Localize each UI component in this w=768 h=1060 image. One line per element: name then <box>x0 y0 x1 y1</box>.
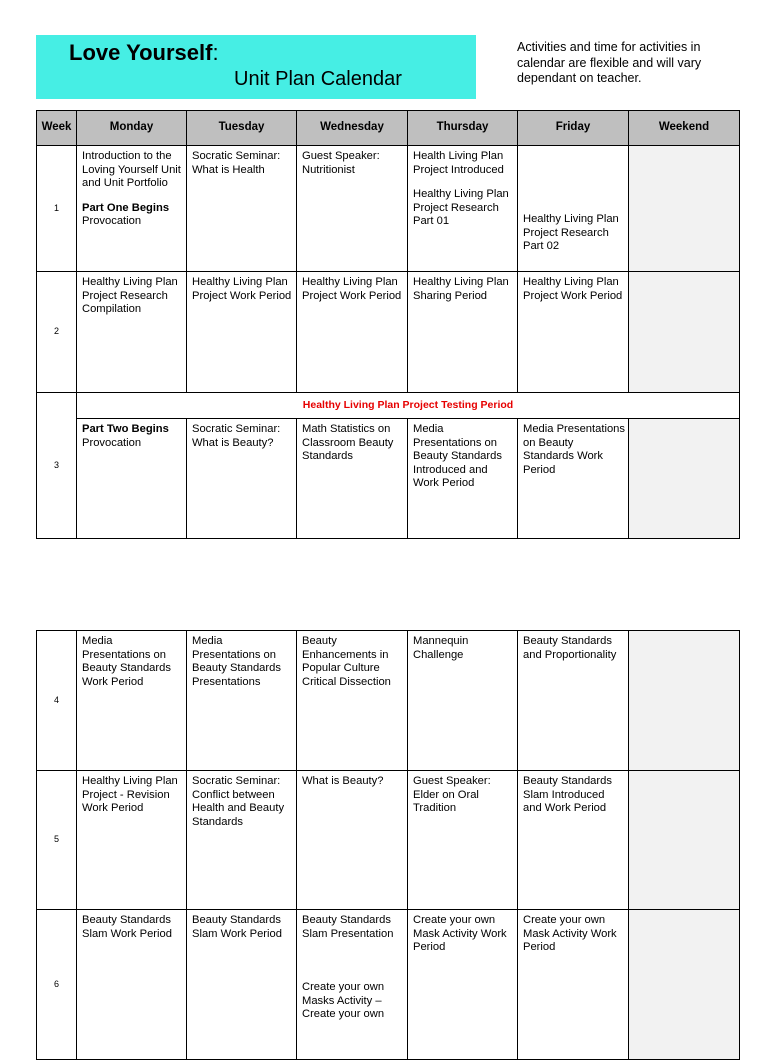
title-box <box>36 35 476 99</box>
day-cell-monday: Media Presentations on Beauty Standards Work Period <box>77 631 187 771</box>
day-cell-tuesday: Beauty Standards Slam Work Period <box>187 910 297 1060</box>
day-cell-weekend <box>629 910 740 1060</box>
header-row <box>37 111 740 146</box>
col-thursday: Thursday <box>408 111 518 146</box>
day-cell-tuesday: Socratic Seminar: What is Beauty? <box>187 419 297 539</box>
day-cell-friday: Healthy Living Plan Project Research Part 02 <box>518 146 629 272</box>
calendar-note: Activities and time for activities in calendar are flexible and will vary dependant on teacher. <box>517 40 702 85</box>
day-cell-monday: Healthy Living Plan Project Research Compilation <box>77 272 187 393</box>
day-cell-thursday: Mannequin Challenge <box>408 631 518 771</box>
calendar-table-page2 <box>36 630 740 1060</box>
week-number: 5 <box>37 771 77 910</box>
day-cell-wednesday: Beauty Enhancements in Popular Culture Critical Dissection <box>297 631 408 771</box>
day-cell-weekend <box>629 146 740 272</box>
week-row-6 <box>37 910 740 1060</box>
day-cell-tuesday: Media Presentations on Beauty Standards Presentations <box>187 631 297 771</box>
day-cell-thursday: Guest Speaker: Elder on Oral Tradition <box>408 771 518 910</box>
day-cell-weekend <box>629 419 740 539</box>
col-tuesday: Tuesday <box>187 111 297 146</box>
day-cell-wednesday: Guest Speaker: Nutritionist <box>297 146 408 272</box>
calendar-table-page1 <box>36 110 740 539</box>
day-cell-wednesday: What is Beauty? <box>297 771 408 910</box>
day-cell-wednesday: Healthy Living Plan Project Work Period <box>297 272 408 393</box>
day-cell-monday: Beauty Standards Slam Work Period <box>77 910 187 1060</box>
week-number: 2 <box>37 272 77 393</box>
week-row-4 <box>37 631 740 771</box>
week-row-1 <box>37 146 740 272</box>
day-cell-friday: Healthy Living Plan Project Work Period <box>518 272 629 393</box>
col-friday: Friday <box>518 111 629 146</box>
week-number: 1 <box>37 146 77 272</box>
week-number: 3 <box>37 393 77 539</box>
day-cell-thursday: Healthy Living Plan Sharing Period <box>408 272 518 393</box>
day-cell-friday: Create your own Mask Activity Work Period <box>518 910 629 1060</box>
day-cell-tuesday: Healthy Living Plan Project Work Period <box>187 272 297 393</box>
col-weekend: Weekend <box>629 111 740 146</box>
day-cell-wednesday: Math Statistics on Classroom Beauty Standards <box>297 419 408 539</box>
day-cell-friday: Media Presentations on Beauty Standards Work Period <box>518 419 629 539</box>
day-cell-thursday: Create your own Mask Activity Work Period <box>408 910 518 1060</box>
page-title: Love Yourself: <box>69 40 219 65</box>
week-number: 6 <box>37 910 77 1060</box>
page-subtitle: Unit Plan Calendar <box>234 68 402 90</box>
day-cell-monday: Introduction to the Loving Yourself Unit and Unit Portfolio Part One Begins Provocation <box>77 146 187 272</box>
week-row-2 <box>37 272 740 393</box>
col-week: Week <box>37 111 77 146</box>
day-cell-friday: Beauty Standards and Proportionality <box>518 631 629 771</box>
testing-period-banner: Healthy Living Plan Project Testing Period <box>77 393 740 419</box>
week-row-3 <box>37 419 740 539</box>
day-cell-wednesday: Beauty Standards Slam Presentation Create your own Masks Activity – Create your own <box>297 910 408 1060</box>
day-cell-thursday: Media Presentations on Beauty Standards Introduced and Work Period <box>408 419 518 539</box>
week-row-5 <box>37 771 740 910</box>
day-cell-monday: Healthy Living Plan Project - Revision Work Period <box>77 771 187 910</box>
day-cell-friday: Beauty Standards Slam Introduced and Work Period <box>518 771 629 910</box>
day-cell-weekend <box>629 631 740 771</box>
col-wednesday: Wednesday <box>297 111 408 146</box>
col-monday: Monday <box>77 111 187 146</box>
week-number: 4 <box>37 631 77 771</box>
day-cell-tuesday: Socratic Seminar: What is Health <box>187 146 297 272</box>
day-cell-tuesday: Socratic Seminar: Conflict between Health and Beauty Standards <box>187 771 297 910</box>
week-row-3-banner <box>37 393 740 419</box>
day-cell-weekend <box>629 771 740 910</box>
day-cell-weekend <box>629 272 740 393</box>
day-cell-thursday: Health Living Plan Project Introduced Healthy Living Plan Project Research Part 01 <box>408 146 518 272</box>
day-cell-monday: Part Two Begins Provocation <box>77 419 187 539</box>
